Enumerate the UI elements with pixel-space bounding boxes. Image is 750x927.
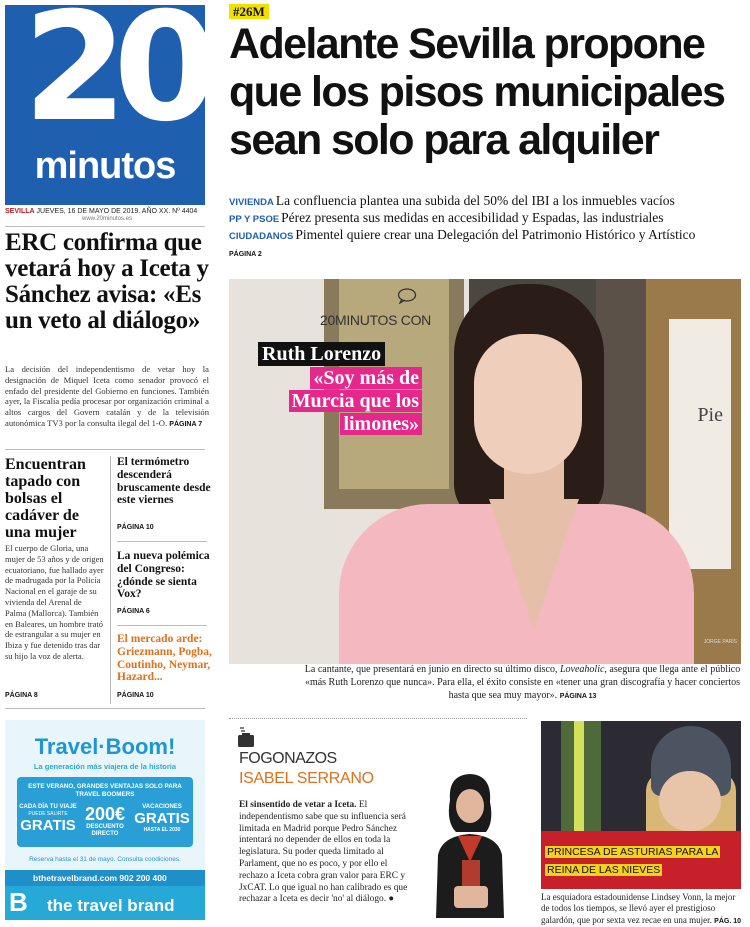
tapado-headline[interactable]: Encuentran tapado con bolsas el cadáver de una mujer	[5, 456, 86, 541]
ad-offer-2-big: 200€	[84, 804, 126, 824]
divider	[5, 708, 205, 709]
ad-offer-3-small: VACACIONES	[142, 804, 182, 810]
photo-frame-right-inner	[669, 319, 731, 569]
brief-headline-transfers[interactable]: El mercado arde: Griezmann, Pogba, Coutinho, Neymar, Hazard...	[117, 633, 212, 684]
vonn-title-text: PRINCESA DE ASTURIAS PARA LA REINA DE LAS NIEVES	[547, 846, 719, 876]
subhead-text: La confluencia plantea una subida del 50% del IBI a los inmuebles vacíos	[275, 193, 675, 208]
ad-footer: Reserva hasta el 31 de mayo. Consulta condiciones.	[29, 856, 181, 863]
logo-word: minutos	[34, 145, 176, 187]
subhead-key: CIUDADANOS	[229, 231, 294, 242]
photo-credit: JORGE PARIS	[703, 639, 737, 645]
main-headline[interactable]: Adelante Sevilla propone que los pisos municipales sean solo para alquiler	[229, 20, 725, 164]
divider	[117, 625, 207, 626]
feature-caption	[300, 664, 745, 703]
author-photo	[428, 770, 513, 918]
column-label: FOGONAZOS	[239, 750, 337, 767]
divider	[117, 541, 207, 542]
ad-offer-3-big: GRATIS	[134, 810, 190, 827]
erc-body-text: La decisión del independentismo de vetar hoy la designación de Miquel Iceta como senador provocó el enfado del presidente del Gobierno en funciones. También ayer, la Fiscalía pedía procesar por organización criminal a altos cargos del Govern catalán y de la televisión autonómica TV3 por la consulta ilegal del 1-O.	[5, 364, 209, 428]
ad-brand: Travel·Boom!	[34, 734, 176, 759]
ad-offer-1-big: GRATIS	[20, 817, 76, 834]
section-tag[interactable]: #26M	[229, 4, 269, 19]
ad-offer-3	[133, 804, 191, 834]
feature-name[interactable]: Ruth Lorenzo	[258, 342, 385, 366]
subhead-key: VIVIENDA	[229, 197, 274, 208]
erc-body	[5, 364, 209, 431]
dateline	[5, 208, 197, 215]
feature-quote-text: «Soy más de Murcia que los limones»	[289, 367, 422, 435]
vonn-page[interactable]: PÁG. 10	[714, 917, 742, 925]
column-divider	[110, 456, 111, 704]
column-text: El independentismo sabe que su influencia será limitada en Madrid porque Pedro Sánchez intentará no depender de ellos en toda la legislatura. Su poder queda limitado al Parlament, que no es poco, y por ello el rechazo a Iceta cobra gran valor para ERC y JxCAT. Lo que igual no han calibrado es que rechazar a Iceta es decir 'no' al diálogo. ●	[239, 800, 408, 905]
speech-bubble-icon	[397, 288, 417, 304]
ad-logo-name: the travel brand	[47, 896, 175, 915]
photo-neckline	[489, 499, 579, 629]
erc-headline[interactable]: ERC confirma que vetará hoy a Iceta y Sánchez avisa: «Es un veto al diálogo»	[5, 229, 209, 334]
tapado-page[interactable]: PÁGINA 8	[5, 692, 38, 699]
photo-face	[474, 334, 582, 474]
feature-quote[interactable]	[282, 367, 422, 436]
vonn-caption	[541, 892, 746, 927]
brief-headline-weather[interactable]: El termómetro descenderá bruscamente desde este viernes	[117, 456, 211, 507]
camera-flash-icon	[237, 726, 255, 748]
main-page[interactable]: PÁGINA 2	[229, 251, 262, 258]
photo-sign-text: Pie	[697, 404, 723, 426]
ad-offer-2-small: DESCUENTO DIRECTO	[86, 824, 124, 837]
feature-section-label: 20MINUTOS CON	[320, 312, 431, 328]
ad-offer-1-sub: PUEDE SALIRTE	[28, 811, 68, 817]
ad-promo: ESTE VERANO, GRANDES VENTAJAS SOLO PARA TRAVEL BOOMERS	[28, 783, 182, 798]
caption-album: Loveaholic	[559, 664, 605, 675]
column-body	[239, 800, 417, 906]
dateline-city: SEVILLA	[5, 208, 35, 215]
column-lead: El sinsentido de vetar a Iceta.	[239, 800, 357, 810]
masthead-logo[interactable]	[5, 5, 205, 205]
photo-face	[659, 771, 721, 831]
subhead-key: PP Y PSOE	[229, 214, 280, 225]
caption-part-a: La cantante, que presentará en junio en directo su último disco,	[304, 664, 560, 675]
ad-offer-1	[19, 804, 77, 834]
ad-offer-3-sub: HASTA EL 2030	[143, 827, 181, 833]
brief-page-transfers[interactable]: PÁGINA 10	[117, 692, 154, 699]
divider	[5, 226, 205, 227]
ad-offer-1-small: CADA DÍA TU VIAJE	[19, 804, 77, 810]
travel-ad[interactable]	[5, 720, 205, 920]
feature-photo[interactable]	[229, 279, 741, 664]
feature-page[interactable]: PÁGINA 13	[559, 692, 597, 700]
caption-part-b: , asegura que llega ante el público «más Ruth Lorenzo que nunca». Para ella, el éxito consiste en «tener una gran discografía y hacer conciertos hasta que sea muy mayor».	[304, 664, 741, 701]
brief-page-congress[interactable]: PÁGINA 6	[117, 608, 150, 615]
brief-headline-congress[interactable]: La nueva polémica del Congreso: ¿dónde se sienta Vox?	[117, 550, 210, 601]
dateline-url: www.20minutos.es	[82, 216, 133, 222]
vonn-title[interactable]	[545, 842, 735, 878]
ad-offer-2	[76, 804, 134, 838]
logo-number: 20	[23, 5, 204, 155]
ad-tagline: La generación más viajera de la historia	[33, 762, 177, 771]
subhead-text: Pérez presenta sus medidas en accesibilidad y Espadas, las industriales	[281, 210, 664, 225]
ad-contact[interactable]: bthetravelbrand.com 902 200 400	[5, 870, 205, 886]
erc-page[interactable]: PÁGINA 7	[169, 420, 203, 428]
ad-offer-box	[17, 777, 193, 847]
vonn-title-box	[541, 839, 741, 889]
brief-page-weather[interactable]: PÁGINA 10	[117, 524, 154, 531]
tapado-body: El cuerpo de Gloria, una mujer de 53 años y de origen ecuatoriano, fue hallado ayer de madrugada por la Policía Nacional en el garaje de su vivienda del Arenal de Palma (Mallorca). También en Baleares, un hombre trató de estrangular a su mujer en Ibiza y fue detenido tras dar su hijo la voz de alerta.	[5, 543, 104, 661]
subhead-text: Pimentel quiere crear una Delegación del Patrimonio Histórico y Artístico	[295, 227, 696, 242]
column-author[interactable]: ISABEL SERRANO	[239, 770, 374, 787]
subhead-line	[229, 226, 749, 245]
ad-logo-letter: B	[9, 887, 28, 917]
divider	[5, 449, 205, 450]
dateline-text: JUEVES, 16 DE MAYO DE 2019. AÑO XX. Nº 4404	[34, 208, 198, 215]
vonn-caption-text: La esquiadora estadounidense Lindsey Vonn, la mejor de todos los tiempos, se llevó ayer el prestigioso galardón, que por sexta vez recae en una mujer.	[541, 892, 736, 925]
